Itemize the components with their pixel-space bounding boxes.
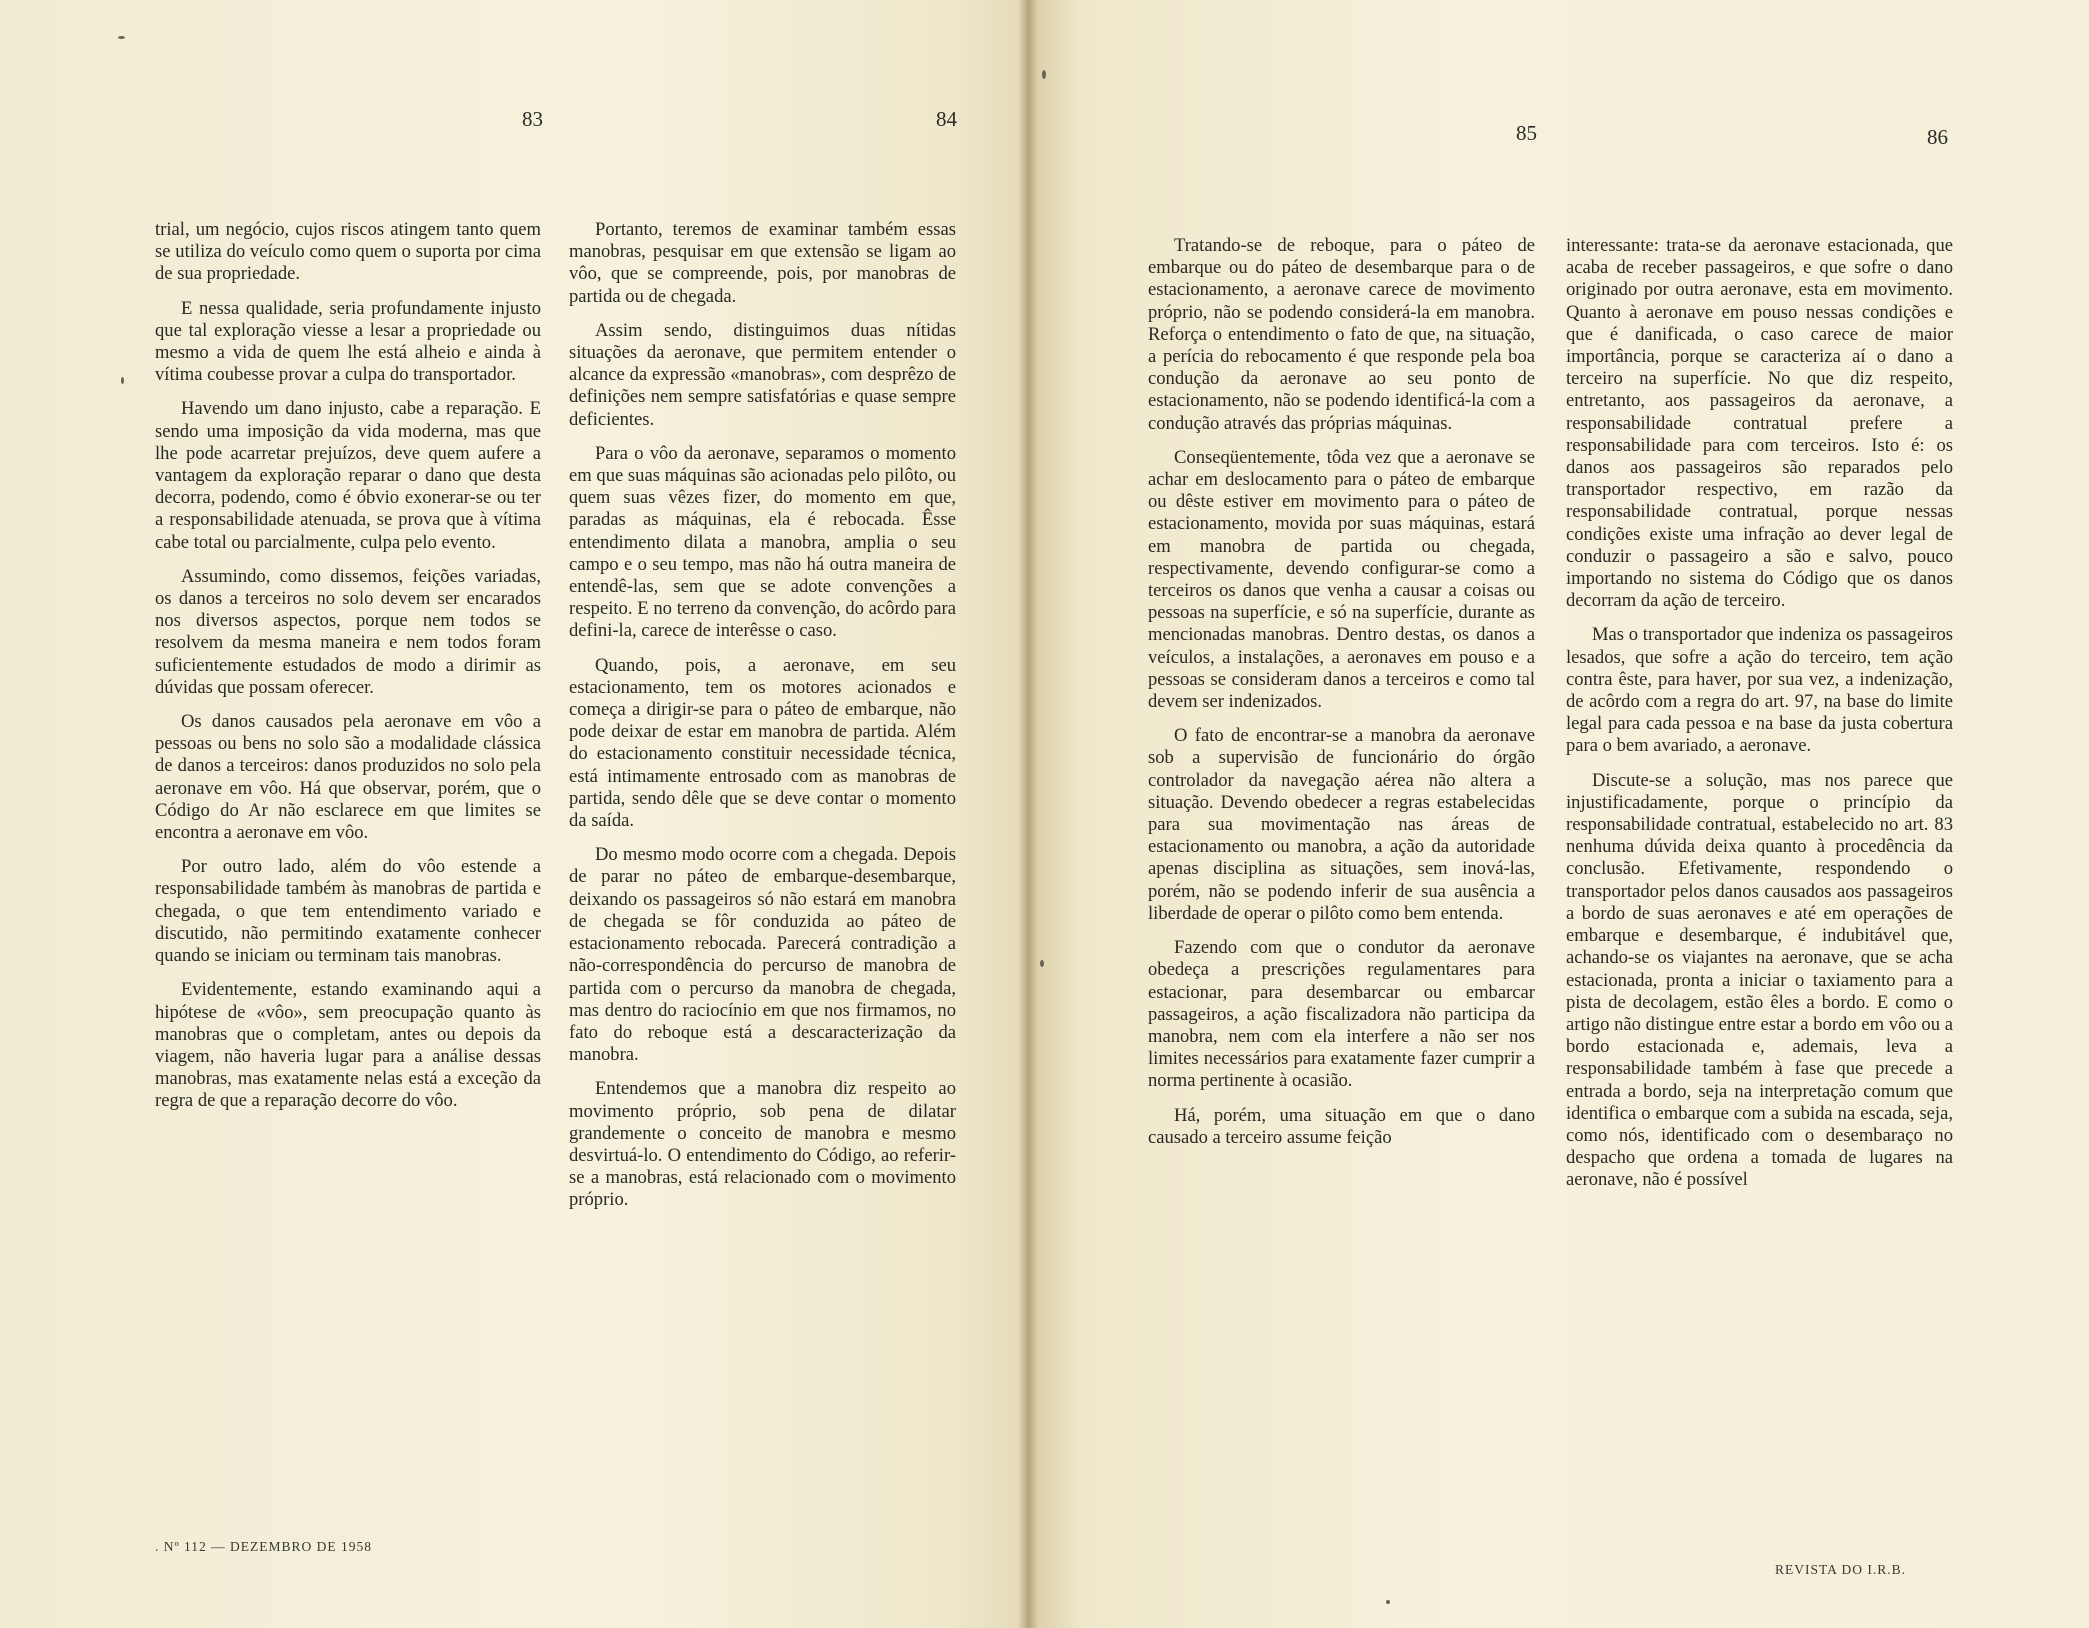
paragraph: Conseqüentemente, tôda vez que a aeronave se achar em deslocamento para o páteo de embarque ou dêste estiver em movimento para o páteo de estacionamento, movida por suas máquinas, estará em manobra de partida ou chegada, respectivamente, devendo configurar-se como a terceiros os danos que venha a causar a coisas ou pessoas na superfície, e só na superfície, durante as mencionadas manobras. Dentro destas, os danos a veículos, a instalações, a aeronaves em pouso e a pessoas se consideram danos a terceiros e como tal devem ser indenizados. bbox=[1148, 446, 1535, 713]
paragraph: Havendo um dano injusto, cabe a reparação. E sendo uma imposição da vida moderna, mas que lhe pode acarretar prejuízos, deve quem aufere a vantagem da exploração reparar o dano que desta decorra, podendo, como é óbvio exonerar-se ou ter a responsabilidade atenuada, se prova que à vítima cabe total ou parcialmente, culpa pelo evento. bbox=[155, 398, 541, 553]
paragraph: Para o vôo da aeronave, separamos o momento em que suas máquinas são acionadas pelo pilôto, ou quem suas vêzes fizer, do momento em que, paradas as máquinas, ela é rebocada. Êsse entendimento dilata a manobra, amplia o seu campo e o seu tempo, mas não há outra maneira de entendê-las, sem que se adote convenções a respeito. E no terreno da convenção, do acôrdo para defini-la, carece de interêsse o caso. bbox=[569, 442, 956, 642]
paragraph: E nessa qualidade, seria profundamente injusto que tal exploração viesse a lesar a propriedade ou mesmo a vida de quem lhe está alheio e ainda à vítima coubesse provar a culpa do transportador. bbox=[155, 297, 541, 386]
page-number-86: 86 bbox=[1927, 125, 1948, 149]
column-page-86 bbox=[1566, 235, 1953, 1204]
paragraph: Portanto, teremos de examinar também essas manobras, pesquisar em que extensão se ligam ao vôo, que se compreende, pois, por manobras de partida ou de chegada. bbox=[569, 219, 956, 307]
column-page-83 bbox=[155, 219, 541, 1125]
print-speck bbox=[118, 36, 125, 39]
paragraph: Assim sendo, distinguimos duas nítidas situações da aeronave, que permitem entender o alcance da expressão «manobras», com desprêzo de definições nem sempre satisfatórias e quase sempre deficientes. bbox=[569, 319, 956, 430]
paragraph: Evidentemente, estando examinando aqui a hipótese de «vôo», sem preocupação quanto às manobras que o completam, antes ou depois da viagem, não haveria lugar para a análise dessas manobras, mas exatamente nelas está a exceção da regra de que a reparação decorre do vôo. bbox=[155, 979, 541, 1112]
right-page bbox=[1028, 0, 2089, 1628]
column-page-84 bbox=[569, 219, 956, 1224]
print-speck bbox=[1386, 1600, 1390, 1604]
paragraph: Há, porém, uma situação em que o dano causado a terceiro assume feição bbox=[1148, 1104, 1535, 1148]
paragraph: Fazendo com que o condutor da aeronave obedeça a prescrições regulamentares para estacionar, para desembarcar ou embarcar passageiros, a ação fiscalizadora não participa da manobra, nem com ela interfere a não ser nos limites necessários para exatamente fazer cumprir a norma pertinente à ocasião. bbox=[1148, 937, 1535, 1092]
footer-issue: . Nº 112 — DEZEMBRO DE 1958 bbox=[155, 1539, 373, 1554]
page-number-84: 84 bbox=[936, 107, 957, 131]
print-speck bbox=[121, 377, 124, 384]
paragraph: Mas o transportador que indeniza os passageiros lesados, que sofre a ação do terceiro, tem ação contra êste, para haver, por sua vez, a indenização, de acôrdo com a regra do art. 97, na base do limite legal para cada pessoa e na base da justa cobertura para o bem avariado, a aeronave. bbox=[1566, 624, 1953, 757]
page-number-85: 85 bbox=[1516, 121, 1537, 145]
print-speck bbox=[1042, 70, 1046, 79]
paragraph: Entendemos que a manobra diz respeito ao movimento próprio, sob pena de dilatar grandemente o conceito de manobra e mesmo desvirtuá-lo. O entendimento do Código, ao referir-se a manobras, está relacionado com o movimento próprio. bbox=[569, 1078, 956, 1211]
footer-journal: REVISTA DO I.R.B. bbox=[1775, 1562, 1907, 1577]
paragraph: O fato de encontrar-se a manobra da aeronave sob a supervisão de funcionário do órgão controlador da navegação aérea não altera a situação. Devendo obedecer a regras estabelecidas para sua movimentação nas áreas de estacionamento ou manobra, a ação da autoridade apenas disciplina as situações, sem inová-las, porém, não se podendo inferir de sua ausência a liberdade de operar o pilôto como bem entenda. bbox=[1148, 725, 1535, 924]
paragraph: Discute-se a solução, mas nos parece que injustificadamente, porque o princípio da responsabilidade contratual, estabelecido no art. 83 nenhuma dúvida deixa quanto à procedência da conclusão. Efetivamente, respondendo o transportador pelos danos causados aos passageiros a bordo de suas aeronaves e até em operações de embarque e desembarque, é indubitável que, achando-se os viajantes na aeronave, que se acha estacionada, pronta a iniciar o taxiamento para a pista de decolagem, estão êles a bordo. E como o artigo não distingue entre estar a bordo em vôo ou a bordo estacionada e, ademais, leva a responsabilidade também à fase que precede a entrada a bordo, seja na interpretação comum que identifica o embarque com a subida na escada, seja, como nós, identificado com o desembaraço no despacho que ordena a tomada de lugares na aeronave, não é possível bbox=[1566, 769, 1953, 1191]
print-speck bbox=[1040, 960, 1044, 967]
paragraph: Do mesmo modo ocorre com a chegada. Depois de parar no páteo de embarque-desembarque, deixando os passageiros só não estará em manobra de chegada se fôr conduzida ao páteo de estacionamento rebocada. Parecerá contradição a não-correspondência do percurso de manobra de partida com o percurso da manobra de chegada, mas dentro do raciocínio em que nos firmamos, no fato do reboque está a descaracterização da manobra. bbox=[569, 844, 956, 1066]
left-page bbox=[0, 0, 1028, 1628]
paragraph: Assumindo, como dissemos, feições variadas, os danos a terceiros no solo devem ser encarados nos diversos aspectos, porque nem todos se resolvem da mesma maneira e nem todos foram suficientemente estudados de modo a dirimir as dúvidas que possam oferecer. bbox=[155, 565, 541, 698]
paragraph: Por outro lado, além do vôo estende a responsabilidade também às manobras de partida e chegada, o que tem entendimento variado e discutido, não permitindo exatamente conhecer quando se iniciam ou terminam tais manobras. bbox=[155, 856, 541, 967]
paragraph: trial, um negócio, cujos riscos atingem tanto quem se utiliza do veículo como quem o suporta por cima de sua propriedade. bbox=[155, 219, 541, 285]
paragraph: Tratando-se de reboque, para o páteo de embarque ou do páteo de desembarque para o de estacionamento, a aeronave carece de movimento próprio, não se podendo considerá-la em manobra. Reforça o entendimento o fato de que, na situação, a perícia do rebocamento é que responde pela boa condução da aeronave ao seu ponto de estacionamento, não se podendo identificá-la com a condução através das próprias máquinas. bbox=[1148, 235, 1535, 434]
book-gutter bbox=[1018, 0, 1038, 1628]
column-page-85 bbox=[1148, 235, 1535, 1161]
page-number-83: 83 bbox=[522, 107, 543, 131]
paragraph: Os danos causados pela aeronave em vôo a pessoas ou bens no solo são a modalidade clássica de danos a terceiros: danos produzidos no solo pela aeronave em vôo. Há que observar, porém, que o Código do Ar não esclarece em que limites se encontra a aeronave em vôo. bbox=[155, 711, 541, 844]
paragraph: Quando, pois, a aeronave, em seu estacionamento, tem os motores acionados e começa a dirigir-se para o páteo de embarque, não pode deixar de estar em manobra de partida. Além do estacionamento constituir necessidade técnica, está intimamente entrosado com as manobras de partida, sendo dêle que se deve contar o momento da saída. bbox=[569, 654, 956, 832]
paragraph: interessante: trata-se da aeronave estacionada, que acaba de receber passageiros, e que sofre o dano originado por outra aeronave, esta em movimento. Quanto à aeronave em pouso nessas condições e que é danificada, o caso carece de maior importância, porque se caracteriza aí o dano a terceiro na superfície. No que diz respeito, entretanto, aos passageiros da aeronave, a responsabilidade contratual prefere a responsabilidade para com terceiros. Isto é: os danos aos passageiros são reparados pelo transportador respectivo, em razão da responsabilidade contratual, porque nessas condições existe uma infração ao dever legal de conduzir o passageiro a são e salvo, pouco importando no sistema do Código que os danos decorram da ação de terceiro. bbox=[1566, 235, 1953, 612]
